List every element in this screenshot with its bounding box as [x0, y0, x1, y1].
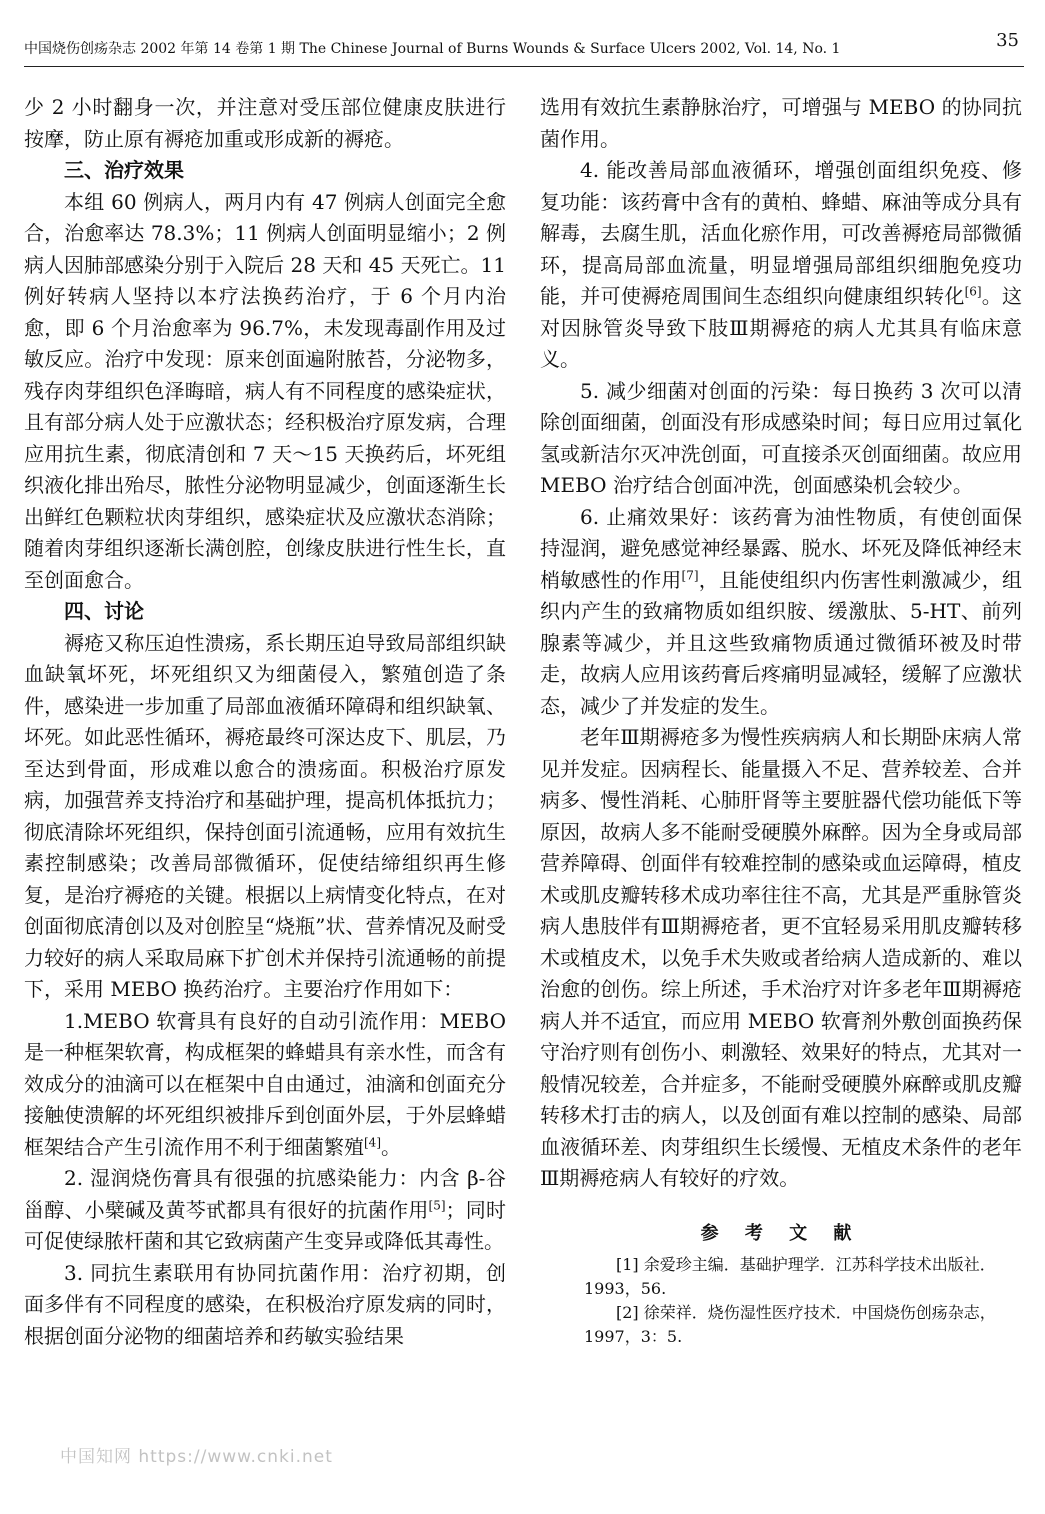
journal-header-title: 中国烧伤创疡杂志 2002 年第 14 卷第 1 期 The Chinese Journal of Burns Wounds & Surface Ulcers 2002, Vol. 14, No. 1: [24, 41, 841, 57]
page-number: 35: [996, 30, 1019, 51]
item-2-text: 2. 湿润烧伤膏具有很强的抗感染能力：内含 β-谷甾醇、小檗碱及黄芩甙都具有很好的抗菌作用: [24, 1166, 506, 1222]
reference-1: [1] 余爱珍主编．基础护理学．江苏科学技术出版社．1993，56.: [584, 1254, 996, 1298]
paragraph-item-6: [540, 502, 1022, 723]
header-rule: [24, 66, 1024, 67]
right-column: [540, 92, 1022, 1349]
item-6-text: 6. 止痛效果好：该药膏为油性物质，有使创面保持湿润，避免感觉神经暴露、脱水、坏死及降低神经末梢敏感性的作用: [540, 504, 1022, 592]
item-2-end: ；同时可促使绿脓杆菌和其它致病菌产生变异或降低其毒性。: [24, 1197, 507, 1253]
references-title: 参 考 文 献: [700, 1222, 862, 1244]
watermark: 中国知网 https://www.cnki.net: [60, 1447, 333, 1467]
paragraph-results: 本组 60 例病人，两月内有 47 例病人创面完全愈合，治愈率达 78.3%；11 例病人创面明显缩小；2 例病人因肺部感染分别于入院后 28 天和 45 天死亡。11 例好转病人坚持以本疗法换药治疗，于 6 个月内治愈，即 6 个月治愈率为 96.7%，未发现毒副作用及过敏反应。治疗中发现：原来创面遍附脓苔，分泌物多，残存肉芽组织色泽晦暗，病人有不同程度的感染症状，且有部分病人处于应激状态；经积极治疗原发病，合理应用抗生素，彻底清创和 7 天～15 天换药后，坏死组织液化排出殆尽，脓性分泌物明显减少，创面逐渐生长出鲜红色颗粒状肉芽组织，感染症状及应激状态消除；随着肉芽组织逐渐长满创腔，创缘皮肤进行性生长，直至创面愈合。: [24, 189, 506, 592]
reference-2: [2] 徐荣祥．烧伤湿性医疗技术．中国烧伤创疡杂志，1997，3：5.: [584, 1302, 996, 1346]
citation-7: [7]: [681, 567, 699, 582]
paragraph-conclusion: 老年Ⅲ期褥疮多为慢性疾病病人和长期卧床病人常见并发症。因病程长、能量摄入不足、营养较差、合并病多、慢性消耗、心肺肝肾等主要脏器代偿功能低下等原因，故病人多不能耐受硬膜外麻醉。因为全身或局部营养障碍、创面伴有较难控制的感染或血运障碍，植皮术或肌皮瓣转移术成功率往往不高，尤其是严重脉管炎病人患肢伴有Ⅲ期褥疮者，更不宜轻易采用肌皮瓣转移术或植皮术，以免手术失败或者给病人造成新的、难以治愈的创伤。综上所述，手术治疗对许多老年Ⅲ期褥疮病人并不适宜，而应用 MEBO 软膏剂外敷创面换药保守治疗则有创伤小、刺激轻、效果好的特点，尤其对一般情况较差，合并症多，不能耐受硬膜外麻醉或肌皮瓣转移术打击的病人，以及创面有难以控制的感染、局部血液循环差、肉芽组织生长缓慢、无植皮术条件的老年Ⅲ期褥疮病人有较好的疗效。: [540, 725, 1022, 1190]
paragraph-discussion: 褥疮又称压迫性溃疡，系长期压迫导致局部组织缺血缺氧坏死，坏死组织又为细菌侵入，繁殖创造了条件，感染进一步加重了局部血液循环障碍和组织缺氧、坏死。如此恶性循环，褥疮最终可深达皮下、肌层，乃至达到骨面，形成难以愈合的溃疡面。积极治疗原发病，加强营养支持治疗和基础护理，提高机体抵抗力；彻底清除坏死组织，保持创面引流通畅，应用有效抗生素控制感染；改善局部微循环，促使结缔组织再生修复，是治疗褥疮的关键。根据以上病情变化特点，在对创面彻底清创以及对创腔呈“烧瓶”状、营养情况及耐受力较好的病人采取局麻下扩创术并保持引流通畅的前提下，采用 MEBO 换药治疗。主要治疗作用如下：: [24, 630, 506, 1001]
item-4-text: 4. 能改善局部血液循环，增强创面组织免疫、修复功能：该药膏中含有的黄柏、蜂蜡、麻油等成分具有解毒，去腐生肌，活血化瘀作用，可改善褥疮局部微循环，提高局部血流量，明显增强局部组织细胞免疫功能，并可使褥疮周围间生态组织向健康组织转化: [540, 158, 1022, 308]
paragraph-item-1: [24, 1006, 506, 1164]
paragraph-item-2: [24, 1163, 506, 1258]
paragraph-continued: 少 2 小时翻身一次，并注意对受压部位健康皮肤进行按摩，防止原有褥疮加重或形成新的褥疮。: [24, 95, 506, 151]
paragraph-item-5: 5. 减少细菌对创面的污染：每日换药 3 次可以清除创面细菌，创面没有形成感染时间；每日应用过氧化氢或新洁尔灭冲洗创面，可直接杀灭创面细菌。故应用 MEBO 治疗结合创面冲洗，创面感染机会较少。: [540, 378, 1022, 497]
section-heading-discussion: 四、讨论: [64, 599, 144, 623]
paragraph-item-3: 3. 同抗生素联用有协同抗菌作用：治疗初期，创面多伴有不同程度的感染，在积极治疗原发病的同时，根据创面分泌物的细菌培养和药敏实验结果: [24, 1260, 506, 1348]
citation-4: [4]: [364, 1134, 381, 1149]
item-1-end: 。: [381, 1134, 401, 1159]
item-4-end: 。这对因脉管炎导致下肢Ⅲ期褥疮的病人尤其具有临床意义。: [540, 284, 1023, 371]
citation-5: [5]: [428, 1197, 446, 1212]
paragraph-item-4: [540, 155, 1022, 376]
paragraph-continued-right: 选用有效抗生素静脉治疗，可增强与 MEBO 的协同抗菌作用。: [540, 95, 1022, 151]
left-column: [24, 92, 506, 1352]
item-1-text: 1.MEBO 软膏具有良好的自动引流作用：MEBO 是一种框架软膏，构成框架的蜂蜡具有亲水性，而含有效成分的油滴可以在框架中自由通过，油滴和创面充分接触使溃解的坏死组织被排斥到创面外层，于外层蜂蜡框架结合产生引流作用不利于细菌繁殖: [24, 1008, 506, 1159]
citation-6: [6]: [964, 284, 982, 299]
item-6-end: ，且能使组织内伤害性刺激减少，组织内产生的致痛物质如组织胺、缓激肽、5-HT、前列腺素等减少，并且这些致痛物质通过微循环被及时带走，故病人应用该药膏后疼痛明显减轻，缓解了应激状态，减少了并发症的发生。: [540, 567, 1023, 718]
section-heading-results: 三、治疗效果: [64, 158, 184, 182]
